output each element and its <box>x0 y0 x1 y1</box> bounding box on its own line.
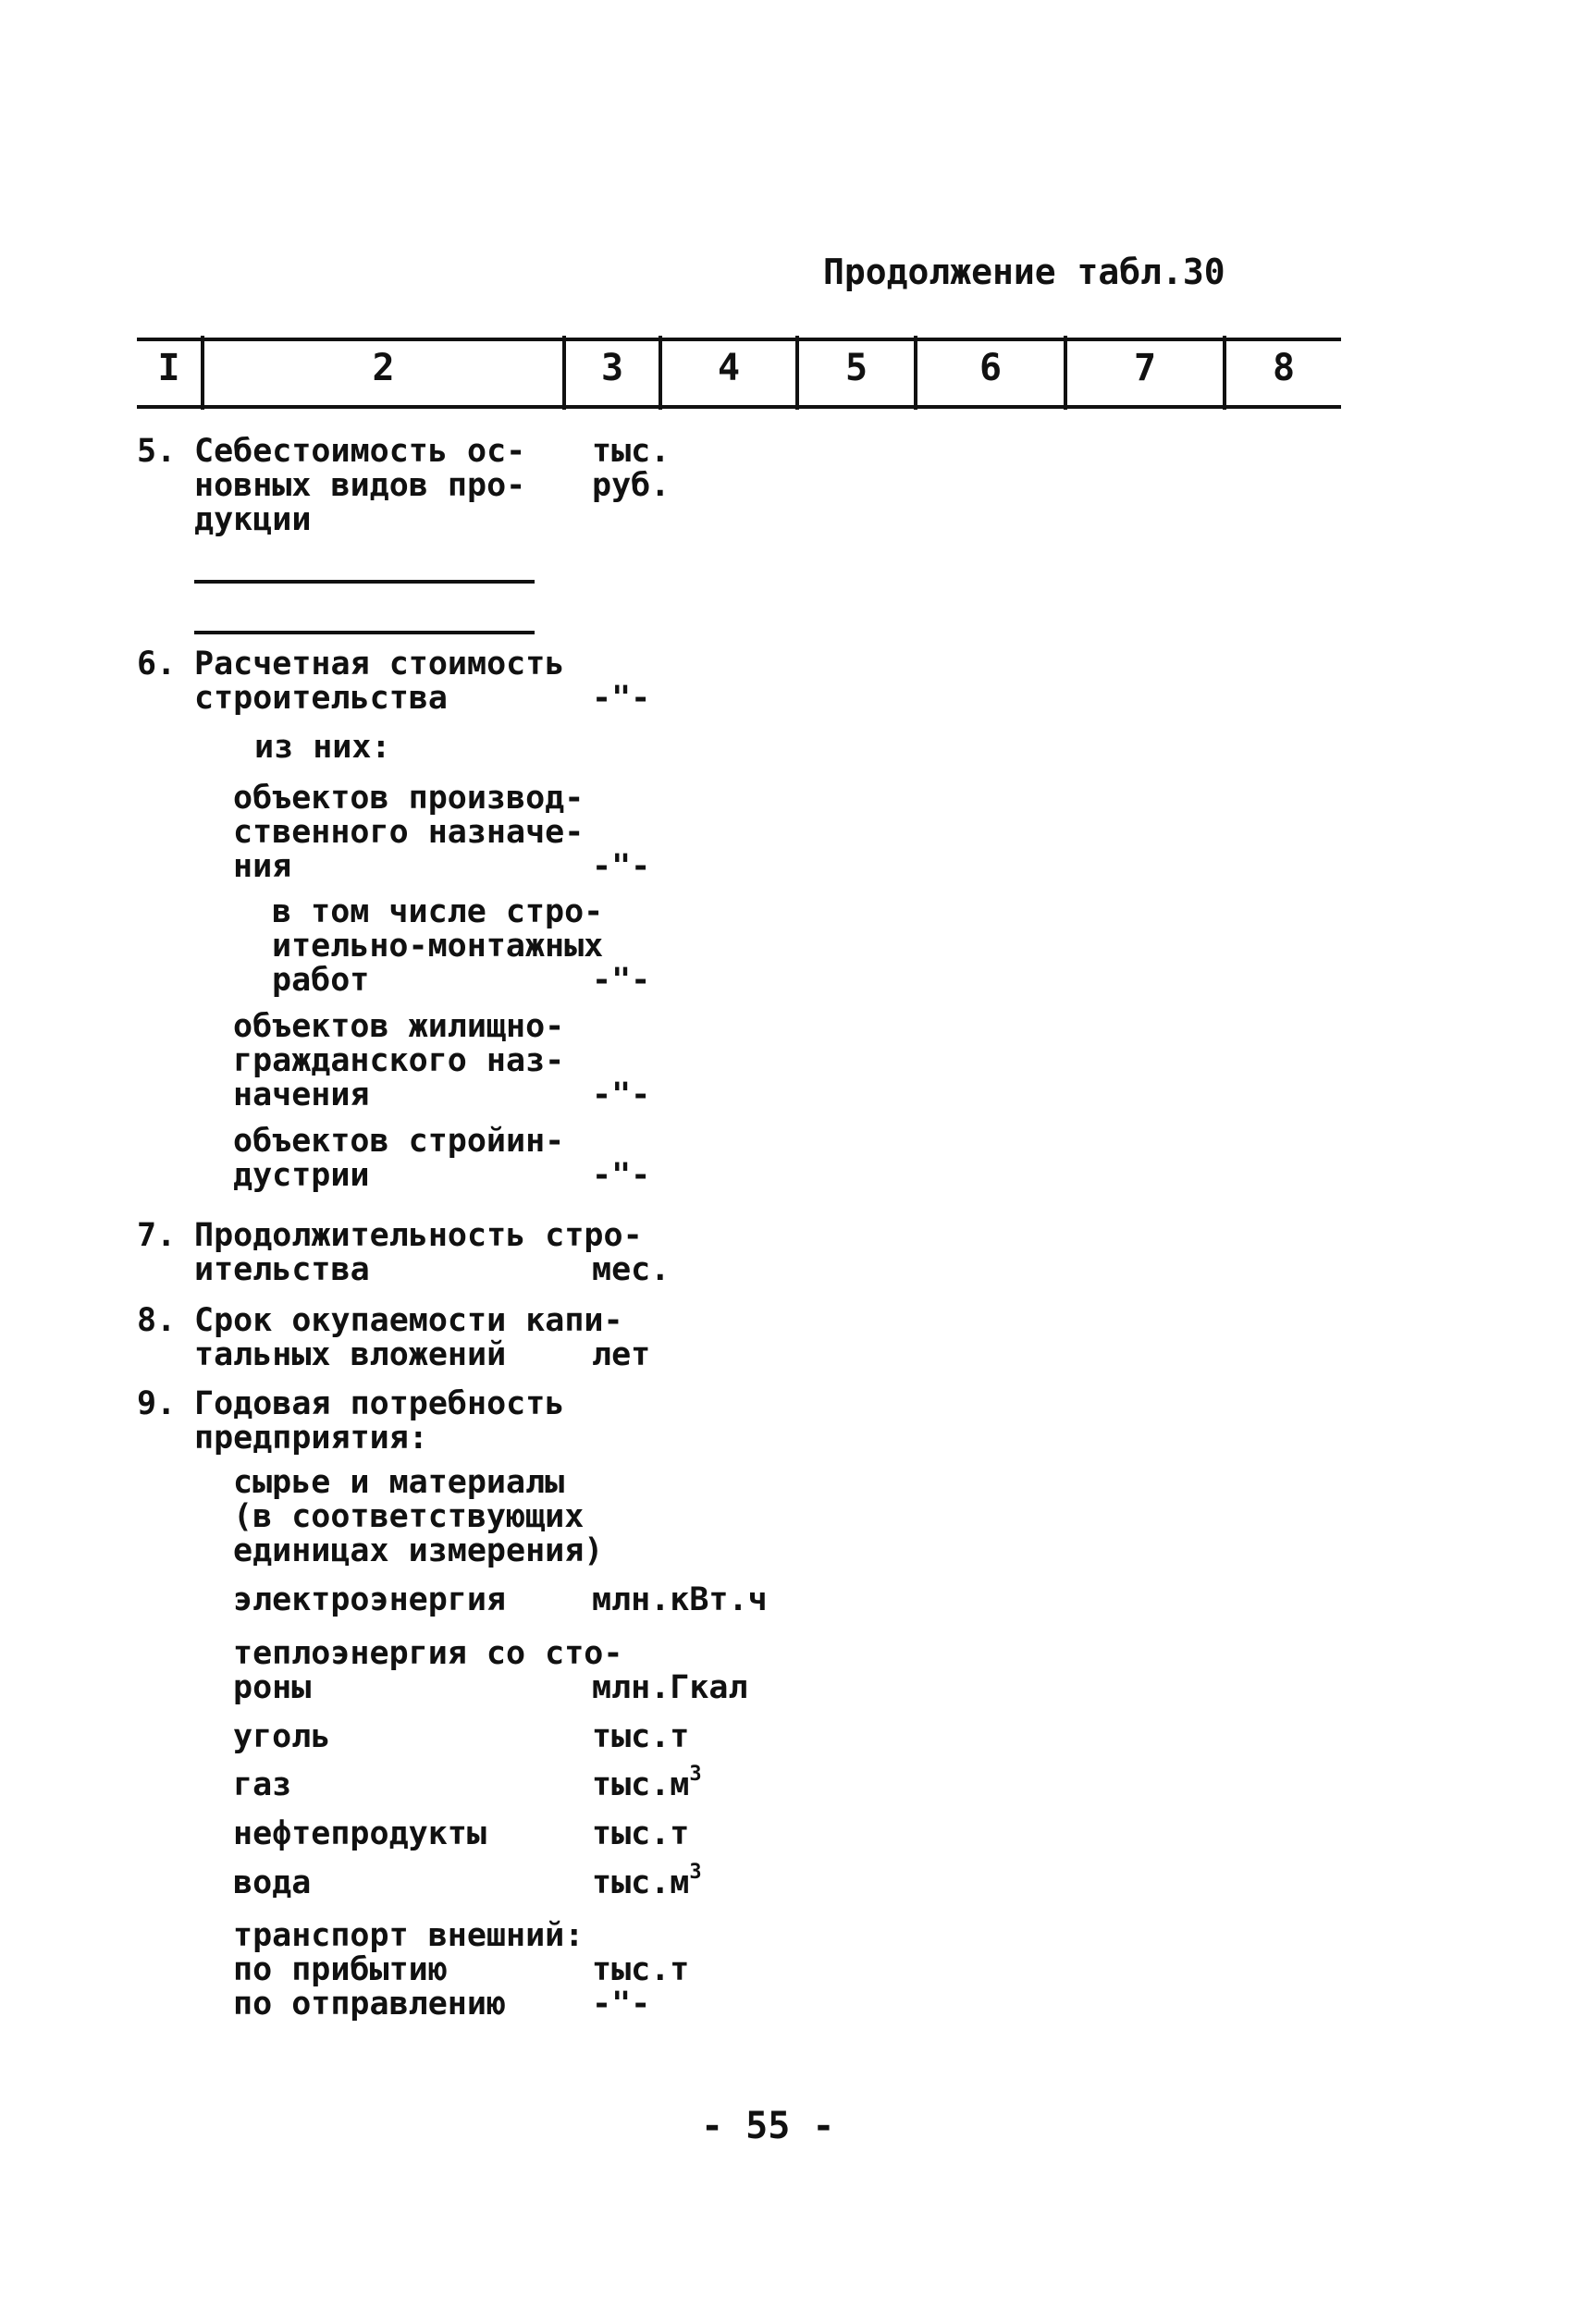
column-header-3: 3 <box>600 347 624 389</box>
row-9f-unit: тыс.т <box>592 1815 690 1852</box>
column-header-6: 6 <box>979 347 1003 389</box>
header-top-rule <box>137 338 1341 341</box>
column-header-5: 5 <box>844 347 868 389</box>
row-9g-label: вода <box>233 1864 312 1901</box>
row-9g-unit-base: тыс.м <box>592 1864 690 1901</box>
table-caption: Продолжение табл.30 <box>823 252 1225 292</box>
column-header-2: 2 <box>372 347 395 389</box>
row-6-label: Расчетная стоимость строительства <box>194 646 565 717</box>
row-number: 7. <box>137 1217 177 1254</box>
column-header-4: 4 <box>717 347 741 389</box>
row-9h-unit: тыс.т -"- <box>592 1951 690 2023</box>
row-6a-unit: -"- <box>592 848 651 885</box>
row-6c-unit: -"- <box>592 1157 651 1194</box>
row-9e-unit <box>592 1763 702 1803</box>
row-9c-unit: млн.Гкал <box>592 1669 748 1706</box>
row-6-subheading: из них: <box>254 729 391 766</box>
row-9d-unit: тыс.т <box>592 1718 690 1755</box>
row-9e-unit-base: тыс.м <box>592 1766 690 1803</box>
column-header-7: 7 <box>1133 347 1157 389</box>
row-5-label: Себестоимость ос- новных видов про- дукции <box>194 433 526 538</box>
row-7-unit: мес. <box>592 1251 671 1288</box>
row-9a-label: сырье и материалы (в соответствующих единицах измерения) <box>233 1464 604 1569</box>
row-9-label: Годовая потребность предприятия: <box>194 1385 565 1457</box>
row-number: 9. <box>137 1385 177 1422</box>
row-6a-label: объектов производ- ственного назначе- ния <box>233 780 585 885</box>
column-header-8: 8 <box>1272 347 1296 389</box>
row-9b-unit: млн.кВт.ч <box>592 1581 768 1618</box>
column-header-1: I <box>157 347 180 389</box>
row-number: 5. <box>137 433 177 470</box>
row-9d-label: уголь <box>233 1718 331 1755</box>
header-bottom-rule <box>137 405 1341 409</box>
row-9e-label: газ <box>233 1766 292 1803</box>
row-7-label: Продолжительность стро- ительства <box>194 1217 643 1288</box>
row-8-unit: лет <box>592 1336 651 1373</box>
row-5-unit: тыс. руб. <box>592 433 671 504</box>
blank-line <box>194 631 535 634</box>
blank-line <box>194 580 535 584</box>
row-6b-unit: -"- <box>592 1076 651 1113</box>
row-6a1-label: в том числе стро- ительно-монтажных работ <box>272 893 604 999</box>
row-6b-label: объектов жилищно- гражданского наз- начения <box>233 1008 565 1113</box>
row-9e-unit-exponent: 3 <box>689 1763 702 1786</box>
row-9h-label: транспорт внешний: по прибытию по отправлению <box>233 1917 585 2023</box>
row-8-label: Срок окупаемости капи- тальных вложений <box>194 1302 623 1373</box>
row-6c-label: объектов стройин- дустрии <box>233 1123 565 1194</box>
row-9g-unit-exponent: 3 <box>689 1861 702 1884</box>
row-9g-unit <box>592 1861 702 1901</box>
row-6a1-unit: -"- <box>592 962 651 999</box>
row-6-unit: -"- <box>592 680 651 717</box>
row-9f-label: нефтепродукты <box>233 1815 486 1852</box>
page-number: - 55 - <box>701 2105 835 2147</box>
row-9b-label: электроэнергия <box>233 1581 507 1618</box>
row-number: 6. <box>137 646 177 682</box>
row-9c-label: теплоэнергия со сто- роны <box>233 1635 623 1706</box>
row-number: 8. <box>137 1302 177 1339</box>
